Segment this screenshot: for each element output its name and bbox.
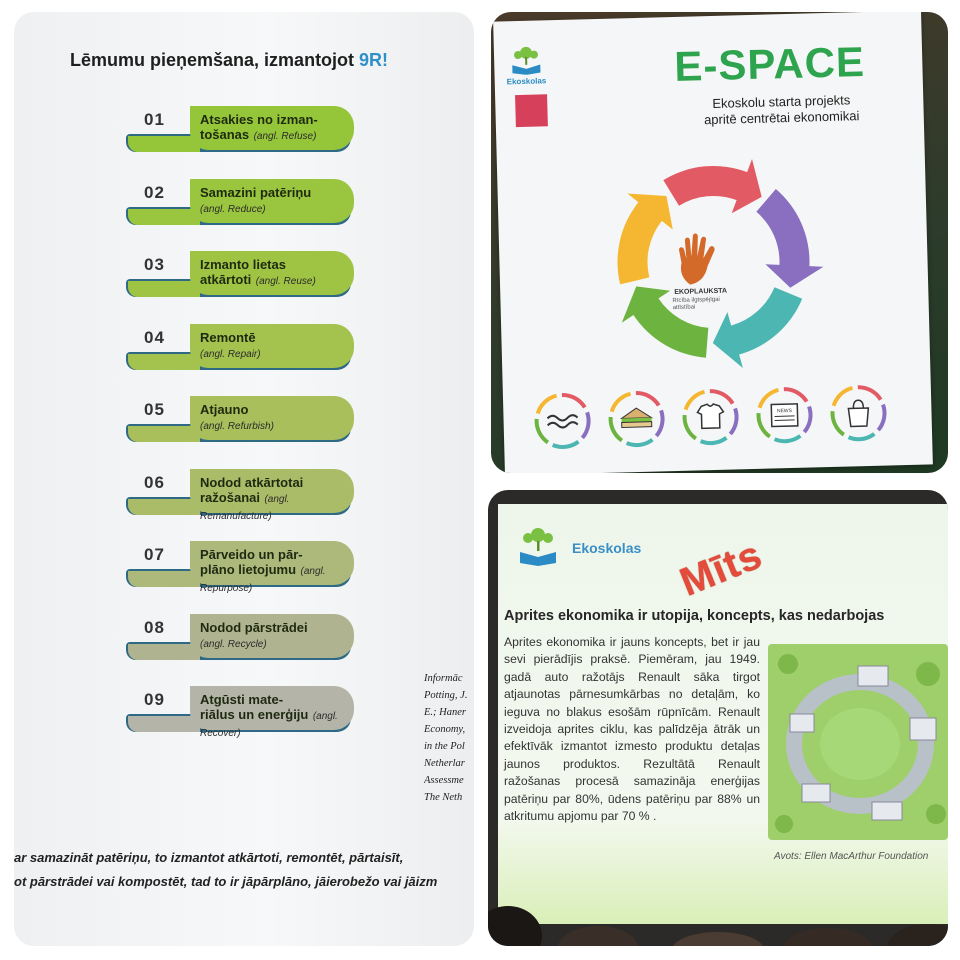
step-pill: [190, 106, 354, 150]
hand-label: EKOPLAUKSTA: [674, 287, 728, 297]
step-tail: [128, 499, 200, 515]
booklet-title: E-SPACE: [673, 37, 866, 90]
step-tail: [128, 716, 200, 732]
cycle-arrow: [756, 188, 824, 289]
credit-line: The Neth: [424, 792, 463, 803]
step-title: Samazini patēriņu: [200, 184, 312, 200]
step-title-2: atkārtoti: [200, 272, 252, 287]
step-title: Atsakies no izman-: [200, 112, 318, 127]
slide-body-text: Aprites ekonomika ir jauns koncepts, bet ir jau sevi pierādījis praksē. Piemēram, jau 1949. gadā auto ražotājs Renault sāka tirgot atjaunotas pārnesumkārbas no detaļām, ko ieguva no blakus esošām rūpnīcām. Renault izveidoja aprites ciklu, kas palīdzēja ātrāk un efektīvāk izmantot izmesto produktu detaļas jaunos produktos. Rezultātā Renault ražošanas procesā samazināja enerģijas patēriņu par 80%, ūdens patēriņu par 88% un atkritumu apjomu par 70 % .: [504, 635, 760, 824]
step-sub: (angl. Recover): [200, 711, 338, 739]
step-sub: (angl. Remanufacture): [200, 493, 290, 522]
audience-silhouettes: [488, 886, 948, 946]
ekoskolas-logo-icon: [508, 44, 545, 75]
r-step-06: [122, 469, 360, 521]
step-sub: (angl. Reduce): [200, 203, 266, 215]
cycle-arrow: [621, 284, 709, 359]
credit-line: Assessme: [424, 775, 464, 786]
hand-sub: Rīcība ilgtspējīgai attīstībai: [672, 296, 720, 312]
circular-economy-diagram: [768, 644, 948, 840]
slide-source: Avots: Ellen MacArthur Foundation: [774, 851, 929, 862]
hand-icon: [675, 230, 720, 287]
step-tail: [128, 644, 200, 660]
r-step-01: [122, 106, 360, 158]
cycle-arrow: [616, 192, 675, 284]
r-step-03: [122, 251, 360, 303]
credit-line: in the Pol: [424, 741, 465, 752]
step-title: Izmanto lietas: [200, 257, 286, 272]
step-number: 09: [144, 690, 165, 709]
step-number: 08: [144, 617, 165, 637]
espace-booklet-photo: [491, 12, 948, 473]
booklet-logo-text: Ekoskolas: [506, 76, 547, 87]
step-tail: [128, 136, 200, 152]
presentation-slide-photo: [488, 490, 948, 946]
slide-brand: Ekoskolas: [572, 540, 642, 556]
step-sub: (angl. Reuse): [255, 276, 316, 287]
r-step-08: [122, 614, 360, 666]
step-sub: (angl. Repurpose): [200, 566, 326, 594]
step-pill: [190, 396, 354, 440]
wave-icon: [533, 391, 592, 450]
booklet-cover: [493, 12, 933, 473]
step-title: Atgūsti mate-: [200, 692, 284, 707]
step-pill: [190, 179, 354, 223]
step-number: 04: [144, 327, 165, 347]
booklet-subtitle-1: Ekoskolu starta projekts: [712, 92, 851, 111]
city-loop-icon: [768, 644, 948, 840]
credit-line: E.; Haner: [424, 707, 466, 718]
step-sub: (angl. Refuse): [253, 131, 317, 142]
sdg-badge: [515, 94, 548, 127]
svg-text:NEWS: NEWS: [776, 407, 793, 415]
credit-line: Netherlar: [424, 758, 465, 769]
slide-headline: Aprites ekonomika ir utopija, koncepts, kas nedarbojas: [504, 608, 885, 624]
step-sub: (angl. Refurbish): [200, 421, 274, 432]
step-title-2: ražošanai: [200, 489, 260, 505]
step-number: 02: [144, 182, 165, 202]
step-title: Nodod atkārtotai: [200, 474, 304, 490]
news-icon: [755, 385, 814, 444]
step-number: 03: [144, 255, 165, 274]
step-tail: [128, 209, 200, 225]
booklet-subtitle-2: apritē centrētai ekonomikai: [703, 108, 860, 128]
cycle-arrow: [663, 159, 762, 215]
step-number: 05: [144, 400, 165, 419]
r-step-02: [122, 179, 360, 231]
source-credit: [424, 670, 474, 806]
step-sub: (angl. Recycle): [200, 638, 267, 650]
step-tail: [128, 354, 200, 370]
step-title: Atjauno: [200, 402, 249, 417]
step-pill: [190, 541, 354, 594]
ekoskolas-logo-icon: [516, 526, 560, 566]
step-pill: [190, 614, 354, 658]
sandwich-icon: [607, 389, 666, 448]
step-pill: [190, 324, 354, 368]
step-number: 06: [144, 472, 165, 492]
bag-icon: [829, 384, 888, 443]
credit-line: Potting, J.: [424, 690, 468, 701]
poster-title-accent: 9R!: [359, 50, 389, 70]
shirt-icon: [681, 387, 740, 446]
step-title-2: riālus un enerģiju: [200, 707, 309, 722]
step-pill: [190, 251, 354, 295]
credit-line: Informāc: [424, 673, 463, 684]
step-number: 07: [144, 545, 165, 564]
step-title: Nodod pārstrādei: [200, 619, 308, 635]
nine-r-poster-photo: [14, 12, 474, 946]
credit-line: Economy,: [424, 724, 466, 735]
projector-screen: [498, 504, 948, 924]
r-step-09: [122, 686, 360, 738]
step-title: Remontē: [200, 329, 256, 345]
r-step-07: [122, 541, 360, 593]
step-sub: (angl. Repair): [200, 348, 261, 360]
step-title-2: plāno lietojumu: [200, 562, 297, 577]
myth-stamp: Mīts: [674, 532, 769, 605]
step-title: Pārveido un pār-: [200, 547, 303, 562]
poster-title-text: Lēmumu pieņemšana, izmantojot: [70, 50, 360, 70]
poster-title: [70, 50, 388, 71]
step-tail: [128, 571, 200, 587]
step-pill: [190, 469, 354, 522]
r-step-05: [122, 396, 360, 448]
step-tail: [128, 281, 200, 297]
poster-bottom-line-1: ar samazināt patēriņu, to izmantot atkārtoti, remontēt, pārtaisīt,: [14, 850, 404, 865]
step-title-2: tošanas: [200, 127, 250, 142]
step-number: 01: [144, 110, 165, 129]
r-step-04: [122, 324, 360, 376]
step-pill: [190, 686, 354, 739]
step-tail: [128, 426, 200, 442]
poster-bottom-line-2: ot pārstrādei vai kompostēt, tad to ir jāpārplāno, jāierobežo vai jāizm: [14, 874, 438, 889]
